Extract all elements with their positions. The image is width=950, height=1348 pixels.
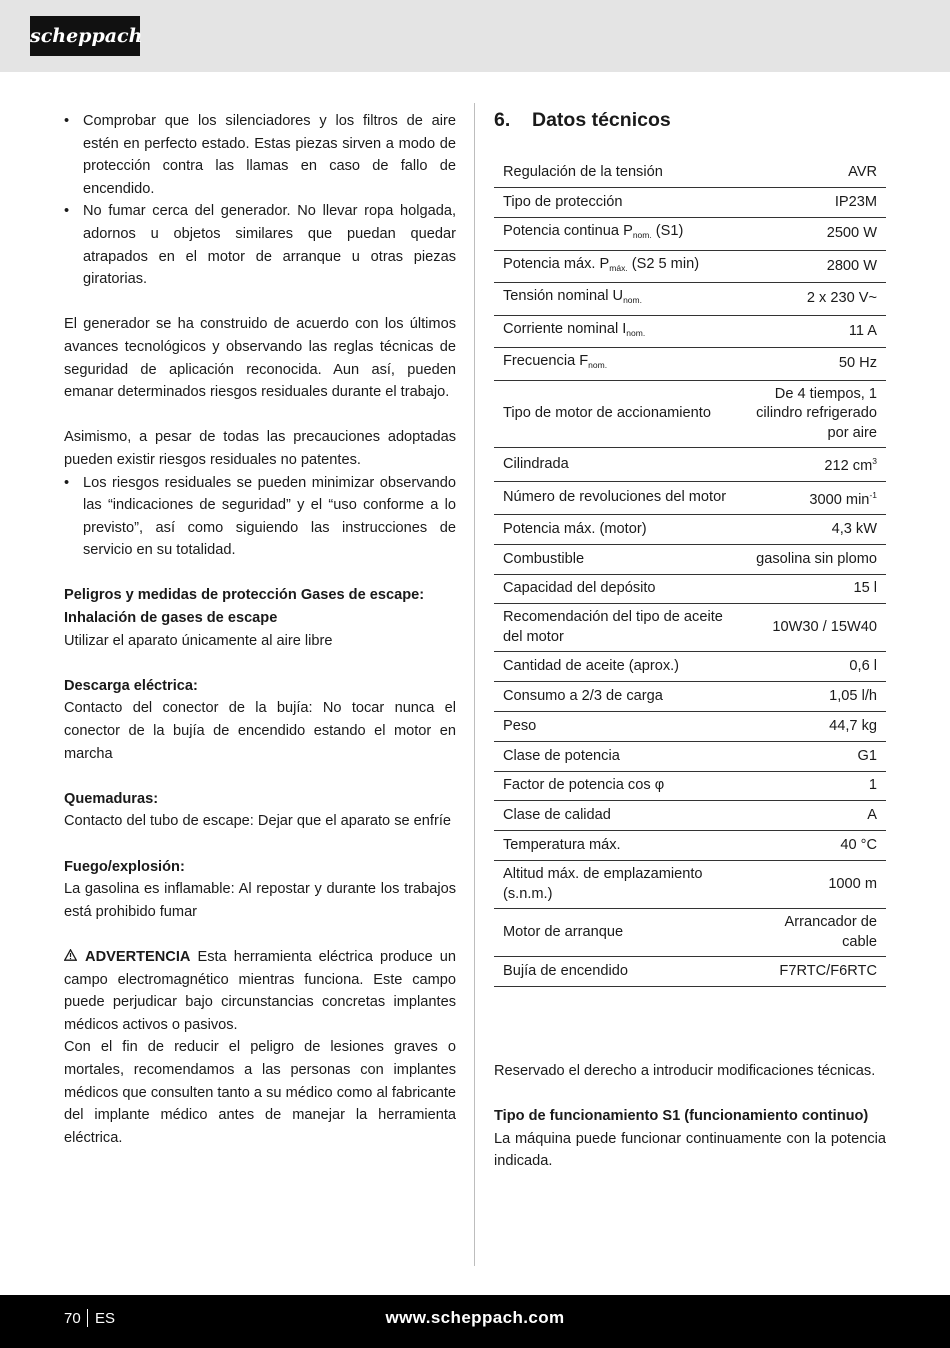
paragraph: El generador se ha construido de acuerdo con los últimos avances tecnológicos y observando las reglas técnicas de seguridad de aplicación reconocida. Aun así, pueden emanar determinados riesgos residuales durante el trabajo. bbox=[64, 316, 456, 401]
spec-row bbox=[494, 574, 886, 604]
spec-label: Frecuencia $F_{nom.}$ bbox=[494, 348, 742, 381]
spec-row bbox=[494, 712, 886, 742]
spec-row bbox=[494, 380, 886, 448]
burn-heading: Quemaduras: bbox=[64, 790, 159, 807]
spec-row bbox=[494, 652, 886, 682]
warning-label: ADVERTENCIA bbox=[85, 948, 191, 965]
spec-value: 1000 m bbox=[742, 861, 886, 909]
spec-label: Peso bbox=[494, 712, 742, 742]
spec-label: Temperatura máx. bbox=[494, 831, 742, 861]
spec-value: A bbox=[742, 801, 886, 831]
spec-row bbox=[494, 801, 886, 831]
spec-value: 1 bbox=[742, 771, 886, 801]
spec-value: Arrancador de cable bbox=[742, 909, 886, 957]
bullet-icon: • bbox=[64, 203, 70, 220]
spec-row bbox=[494, 771, 886, 801]
list-item: • No fumar cerca del generador. No llevar ropa holgada, adornos u objetos similares que puedan quedar atrapados en el motor de arranque u otras piezas giratorias. bbox=[64, 200, 456, 290]
operation-heading: Tipo de funcionamiento S1 (funcionamiento continuo) bbox=[494, 1108, 869, 1125]
spec-value: De 4 tiempos, 1 cilindro refrigerado por aire bbox=[742, 380, 886, 448]
spec-value: IP23M bbox=[742, 188, 886, 218]
spec-value: 4,3 kW bbox=[742, 515, 886, 545]
note-paragraph: Reservado el derecho a introducir modificaciones técnicas. bbox=[494, 1063, 876, 1079]
spec-label: Capacidad del depósito bbox=[494, 574, 742, 604]
burn-text: Contacto del tubo de escape: Dejar que el aparato se enfríe bbox=[64, 813, 451, 830]
warning-paragraph: ADVERTENCIA Esta herramienta eléctrica produce un campo electromagnético mientras funciona. Este campo puede perjudicar bajo circunstancias concretas implantes médicos activos o pasivos. bbox=[64, 946, 456, 1036]
list-item: • Comprobar que los silenciadores y los filtros de aire estén en perfecto estado. Estas piezas sirven a modo de protección contra las llamas en caso de fallo de encendido. bbox=[64, 110, 456, 200]
spec-label: Cilindrada bbox=[494, 448, 742, 482]
spec-row bbox=[494, 682, 886, 712]
spec-label: Potencia máx. (motor) bbox=[494, 515, 742, 545]
spec-row bbox=[494, 218, 886, 251]
spec-label: Potencia continua $P_{nom.}$ (S1) bbox=[494, 218, 742, 251]
spec-value: 0,6 l bbox=[742, 652, 886, 682]
shock-heading: Descarga eléctrica: bbox=[64, 677, 198, 694]
list-item: • Los riesgos residuales se pueden minimizar observando las “indicaciones de seguridad” y el “uso conforme a lo previsto”, así como siguiendo las instrucciones de servicio en su totalidad. bbox=[64, 472, 456, 562]
spec-row bbox=[494, 348, 886, 381]
spec-row bbox=[494, 283, 886, 316]
spec-value: 3000 $\min^{-1}$ bbox=[742, 481, 886, 515]
left-column bbox=[64, 110, 456, 1149]
spec-row bbox=[494, 544, 886, 574]
spec-value: 44,7 kg bbox=[742, 712, 886, 742]
spec-table bbox=[494, 158, 886, 987]
spec-row bbox=[494, 188, 886, 218]
spec-label: Tipo de motor de accionamiento bbox=[494, 380, 742, 448]
bullet-icon: • bbox=[64, 474, 70, 491]
spec-label: Cantidad de aceite (aprox.) bbox=[494, 652, 742, 682]
spec-value: 2800 W bbox=[742, 250, 886, 283]
page-header bbox=[0, 0, 950, 72]
spec-value: 212 $cm^3$ bbox=[742, 448, 886, 482]
spec-row bbox=[494, 604, 886, 652]
spec-label: Factor de potencia cos φ bbox=[494, 771, 742, 801]
spec-label: Tensión nominal $U_{nom.}$ bbox=[494, 283, 742, 316]
spec-value: F7RTC/F6RTC bbox=[742, 957, 886, 987]
page-footer bbox=[0, 1295, 950, 1348]
hazard-subheading: Inhalación de gases de escape bbox=[64, 610, 278, 627]
spec-value: AVR bbox=[742, 158, 886, 188]
spec-label: Motor de arranque bbox=[494, 909, 742, 957]
spec-label: Recomendación del tipo de aceite del motor bbox=[494, 604, 742, 652]
spec-value: 15 l bbox=[742, 574, 886, 604]
hazard-heading: Peligros y medidas de protección Gases de escape: bbox=[64, 587, 425, 604]
spec-label: Altitud máx. de emplazamiento (s.n.m.) bbox=[494, 861, 742, 909]
language-code: ES bbox=[95, 1310, 116, 1327]
fire-heading: Fuego/explosión: bbox=[64, 858, 185, 875]
spec-label: Clase de calidad bbox=[494, 801, 742, 831]
spec-value: 2 x 230 V~ bbox=[742, 283, 886, 316]
spec-value: gasolina sin plomo bbox=[742, 544, 886, 574]
section-title: 6. Datos técnicos bbox=[494, 109, 671, 131]
spec-label: Clase de potencia bbox=[494, 741, 742, 771]
spec-value: 2500 W bbox=[742, 218, 886, 251]
spec-row bbox=[494, 741, 886, 771]
spec-value: 11 A bbox=[742, 315, 886, 348]
spec-value: 1,05 l/h bbox=[742, 682, 886, 712]
spec-label: Consumo a 2/3 de carga bbox=[494, 682, 742, 712]
page-number: 70 bbox=[64, 1310, 81, 1327]
operation-text: La máquina puede funcionar continuamente con la potencia indicada. bbox=[494, 1130, 886, 1170]
spec-label: Corriente nominal $I_{nom.}$ bbox=[494, 315, 742, 348]
spec-label: Número de revoluciones del motor bbox=[494, 481, 742, 515]
spec-row bbox=[494, 861, 886, 909]
spec-row bbox=[494, 250, 886, 283]
spec-value: G1 bbox=[742, 741, 886, 771]
warning-paragraph-2: Con el fin de reducir el peligro de lesiones graves o mortales, recomendamos a las personas con implantes médicos que consulten tanto a su médico como al fabricante del implante médico antes de manejar la herramienta eléctrica. bbox=[64, 1039, 456, 1146]
notes bbox=[494, 1060, 886, 1173]
right-column bbox=[494, 104, 886, 1170]
spec-row bbox=[494, 957, 886, 987]
paragraph: Asimismo, a pesar de todas las precauciones adoptadas pueden existir riesgos residuales no patentes. bbox=[64, 429, 456, 468]
spec-value: 50 Hz bbox=[742, 348, 886, 381]
spec-label: Potencia máx. $P_{máx.}$ (S2 5 min) bbox=[494, 250, 742, 283]
bullet-icon: • bbox=[64, 113, 70, 129]
spec-value: 10W30 / 15W40 bbox=[742, 604, 886, 652]
warning-triangle-icon bbox=[64, 946, 78, 969]
spec-row bbox=[494, 909, 886, 957]
spec-row bbox=[494, 315, 886, 348]
spec-label: Bujía de encendido bbox=[494, 957, 742, 987]
spec-row bbox=[494, 515, 886, 545]
spec-row bbox=[494, 158, 886, 188]
spec-label: Combustible bbox=[494, 544, 742, 574]
shock-text: Contacto del conector de la bujía: No tocar nunca el conector de la bujía de encendido estando el motor en marcha bbox=[64, 700, 456, 762]
spec-row bbox=[494, 481, 886, 515]
column-divider bbox=[474, 103, 475, 1266]
spec-row bbox=[494, 448, 886, 482]
spec-label: Regulación de la tensión bbox=[494, 158, 742, 188]
fire-text: La gasolina es inflamable: Al repostar y durante los trabajos está prohibido fumar bbox=[64, 881, 456, 920]
spec-label: Tipo de protección bbox=[494, 188, 742, 218]
spec-row bbox=[494, 831, 886, 861]
spec-value: 40 °C bbox=[742, 831, 886, 861]
website-url: www.scheppach.com bbox=[385, 1308, 565, 1327]
hazard-text: Utilizar el aparato únicamente al aire libre bbox=[64, 632, 333, 649]
brand-logo: scheppach bbox=[30, 16, 140, 56]
